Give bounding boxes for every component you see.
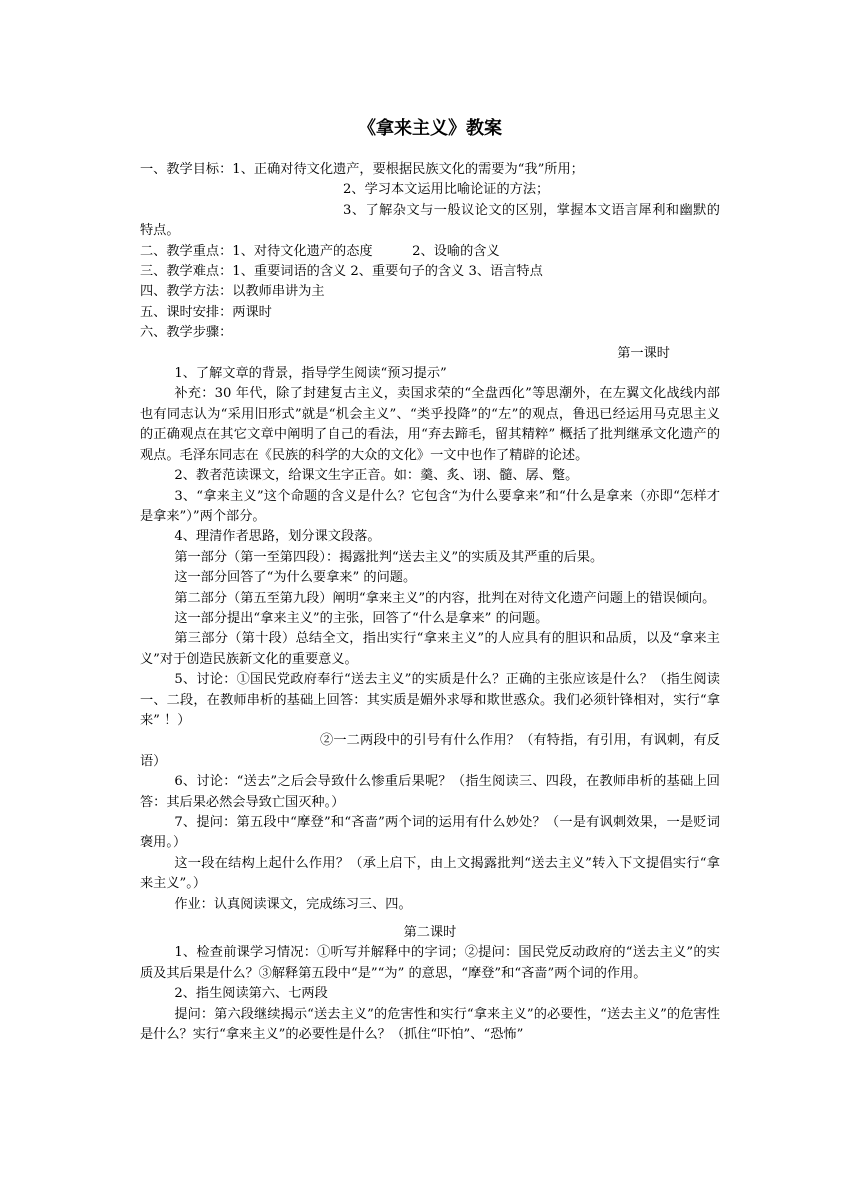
lesson-1-paragraph: ②一二两段中的引号有什么作用？（有特指，有引用，有讽刺，有反语） (140, 733, 720, 769)
lesson-1-paragraph: 3、“拿来主义”这个命题的含义是什么？它包含“为什么要拿来”和“什么是拿来（亦即“怎样才是拿来”）”两个部分。 (140, 488, 720, 524)
steps-heading: 六、教学步骤： (140, 325, 233, 341)
objectives-line-1: 一、教学目标：1、正确对待文化遗产，要根据民族文化的需要为“我”所用； (140, 162, 584, 177)
schedule: 五、课时安排：两课时 (140, 304, 272, 320)
lesson-1-paragraph: 6、讨论：“送去”之后会导致什么惨重后果呢？（指生阅读三、四段，在教师串析的基础上回答：其后果必然会导致亡国灭种。） (140, 774, 720, 810)
lesson-1-paragraph: 2、教者范读课文，给课文生字正音。如：羹、炙、诩、髓、孱、蹩。 (174, 468, 579, 484)
lesson-2-heading: 第二课时 (403, 925, 457, 941)
objectives-line-3: 3、了解杂文与一般议论文的区别，掌握本文语言犀利和幽默的特点。 (140, 202, 720, 239)
section-gap (140, 915, 720, 923)
lesson-1-heading: 第一课时 (617, 345, 670, 361)
document-body (140, 160, 720, 1045)
lesson-1-paragraph: 这一段在结构上起什么作用？（承上启下，由上文揭露批判“送去主义”转入下文提倡实行“拿来主义”。） (140, 855, 720, 892)
difficulties: 三、教学难点：1、重要词语的含义 2、重要句子的含义 3、语言特点 (140, 264, 543, 280)
lesson-1-paragraph: 这一部分提出“拿来主义”的主张，回答了“什么是拿来” 的问题。 (174, 610, 549, 626)
lesson-2-paragraph: 1、检查前课学习情况：①听写并解释中的字词；②提问：国民党反动政府的“送去主义”的实质及其后果是什么？③解释第五段中“是”“为” 的意思，“摩登”和“吝啬”两个词的作用。 (140, 945, 720, 981)
lesson-1-paragraph: 第一部分（第一至第四段）：揭露批判“送去主义”的实质及其严重的后果。 (174, 549, 604, 565)
lesson-2-paragraph: 2、指生阅读第六、七两段 (174, 986, 328, 1002)
lesson-1-paragraph: 5、讨论：①国民党政府奉行“送去主义”的实质是什么？正确的主张应该是什么？（指生阅读一、二段，在教师串析的基础上回答：其实质是媚外求辱和欺世惑众。我们必须针锋相对，实行“拿来” ！） (140, 672, 720, 728)
lesson-1-paragraph: 作业：认真阅读课文，完成练习三、四。 (174, 896, 412, 912)
lesson-2-paragraph: 提问：第六段继续揭示“送去主义”的危害性和实行“拿来主义”的必要性，“送去主义”的危害性是什么？实行“拿来主义”的必要性是什么？（抓住“吓怕”、“恐怖” (140, 1006, 720, 1043)
objectives-line-2: 2、学习本文运用比喻论证的方法； (343, 182, 550, 198)
lesson-1-paragraph: 4、理清作者思路，划分课文段落。 (174, 529, 381, 545)
lesson-1-paragraph: 补充：30 年代，除了封建复古主义，卖国求荣的“全盘西化”等思潮外，在左翼文化战线内部也有同志认为“采用旧形式”就是“机会主义”、“类乎投降”的“左”的观点，鲁迅已经运用马克思主义的正确观点在其它文章中阐明了自己的看法，用“弃去蹄毛，留其精粹” 概括了批判继承文化遗产的观点。毛泽东同志在《民族的科学的大众的文化》一文中也作了精辟的论述。 (140, 386, 720, 463)
lesson-1-paragraph: 1、了解文章的背景，指导学生阅读“预习提示” (174, 366, 447, 382)
document-title: 《拿来主义》教案 (358, 118, 502, 139)
lesson-1-paragraph: 第三部分（第十段）总结全文，指出实行“拿来主义”的人应具有的胆识和品质，以及“拿来主义”对于创造民族新文化的重要意义。 (140, 631, 720, 667)
key-points: 二、教学重点：1、对待文化遗产的态度 2、设喻的含义 (140, 243, 500, 259)
lesson-1-paragraph: 7、提问：第五段中“摩登”和“吝啬”两个词的运用有什么妙处？（一是有讽刺效果，一是贬词褒用。） (140, 815, 720, 851)
lesson-1-paragraph: 第二部分（第五至第九段）阐明“拿来主义”的内容，批判在对待文化遗产问题上的错误倾向。 (174, 590, 716, 606)
lesson-1-paragraph: 这一部分回答了“为什么要拿来” 的问题。 (174, 570, 417, 586)
teaching-method: 四、教学方法：以教师串讲为主 (140, 284, 325, 300)
